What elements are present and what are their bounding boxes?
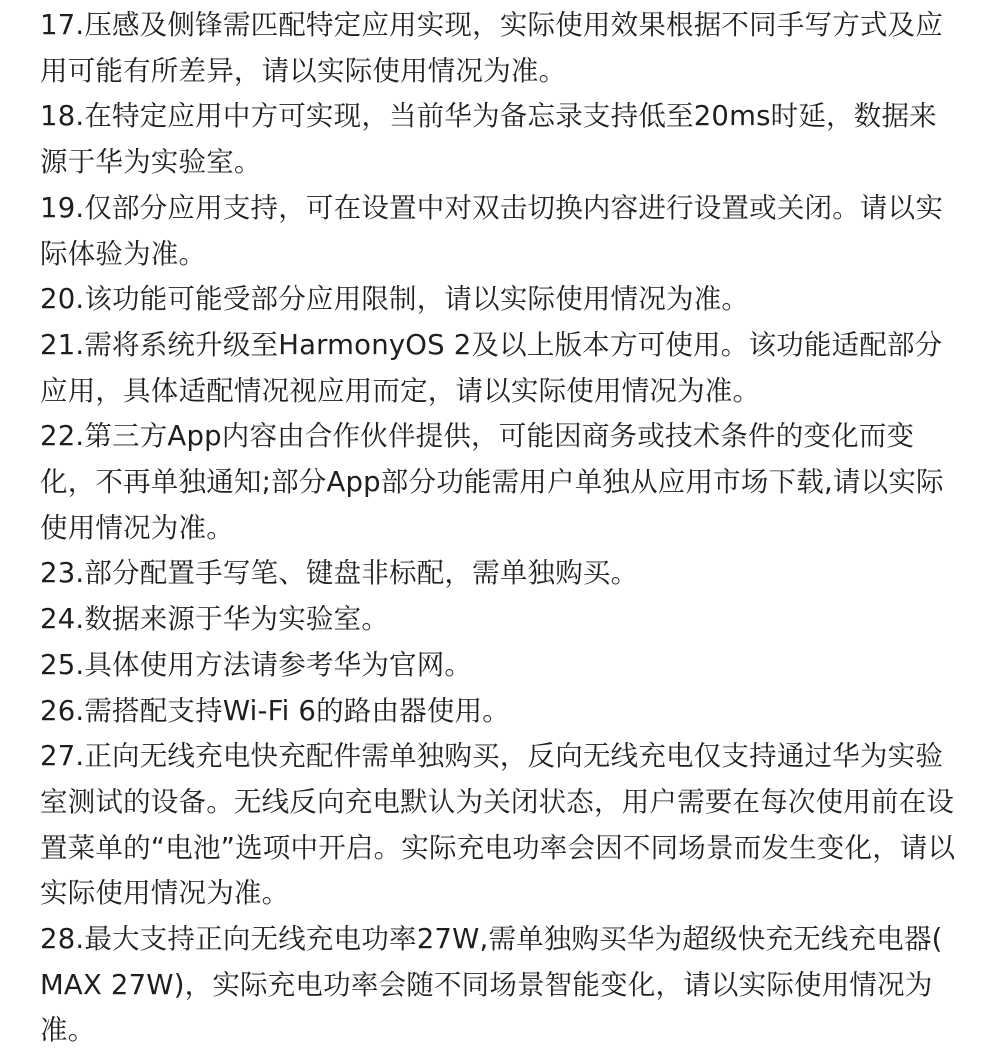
footnote-20: 20.该功能可能受部分应用限制，请以实际使用情况为准。 bbox=[40, 283, 750, 316]
footnote-19: 19.仅部分应用支持，可在设置中对双击切换内容进行设置或关闭。请以实际体验为准。 bbox=[40, 191, 944, 270]
footnote-27: 27.正向无线充电快充配件需单独购买，反向无线充电仅支持通过华为实验室测试的设备。无线反向充电默认为关闭状态，用户需要在每次使用前在设置菜单的“电池”选项中开启。实际充电功率会因不同场景而发生变化，请以实际使用情况为准。 bbox=[40, 740, 956, 910]
footnote-25: 25.具体使用方法请参考华为官网。 bbox=[40, 648, 473, 681]
footnote-17: 17.压感及侧锋需匹配特定应用实现，实际使用效果根据不同手写方式及应用可能有所差异，请以实际使用情况为准。 bbox=[40, 9, 944, 87]
footnote-23: 23.部分配置手写笔、键盘非标配，需单独购买。 bbox=[40, 557, 639, 590]
footnote-26: 26.需搭配支持Wi-Fi 6的路由器使用。 bbox=[40, 694, 510, 727]
footnote-18: 18.在特定应用中方可实现，当前华为备忘录支持低至20ms时延，数据来源于华为实验室。 bbox=[40, 100, 937, 179]
footnote-21: 21.需将系统升级至HarmonyOS 2及以上版本方可使用。该功能适配部分应用，具体适配情况视应用而定，请以实际使用情况为准。 bbox=[40, 328, 943, 407]
footnote-24: 24.数据来源于华为实验室。 bbox=[40, 603, 390, 636]
footnote-list bbox=[40, 3, 956, 1054]
footnote-22: 22.第三方App内容由合作伙伴提供，可能因商务或技术条件的变化而变化，不再单独通知;部分App部分功能需用户单独从应用市场下载,请以实际使用情况为准。 bbox=[40, 420, 944, 544]
footnote-28: 28.最大支持正向无线充电功率27W,需单独购买华为超级快充无线充电器( MAX 27W)，实际充电功率会随不同场景智能变化，请以实际使用情况为准。 bbox=[40, 923, 943, 1047]
